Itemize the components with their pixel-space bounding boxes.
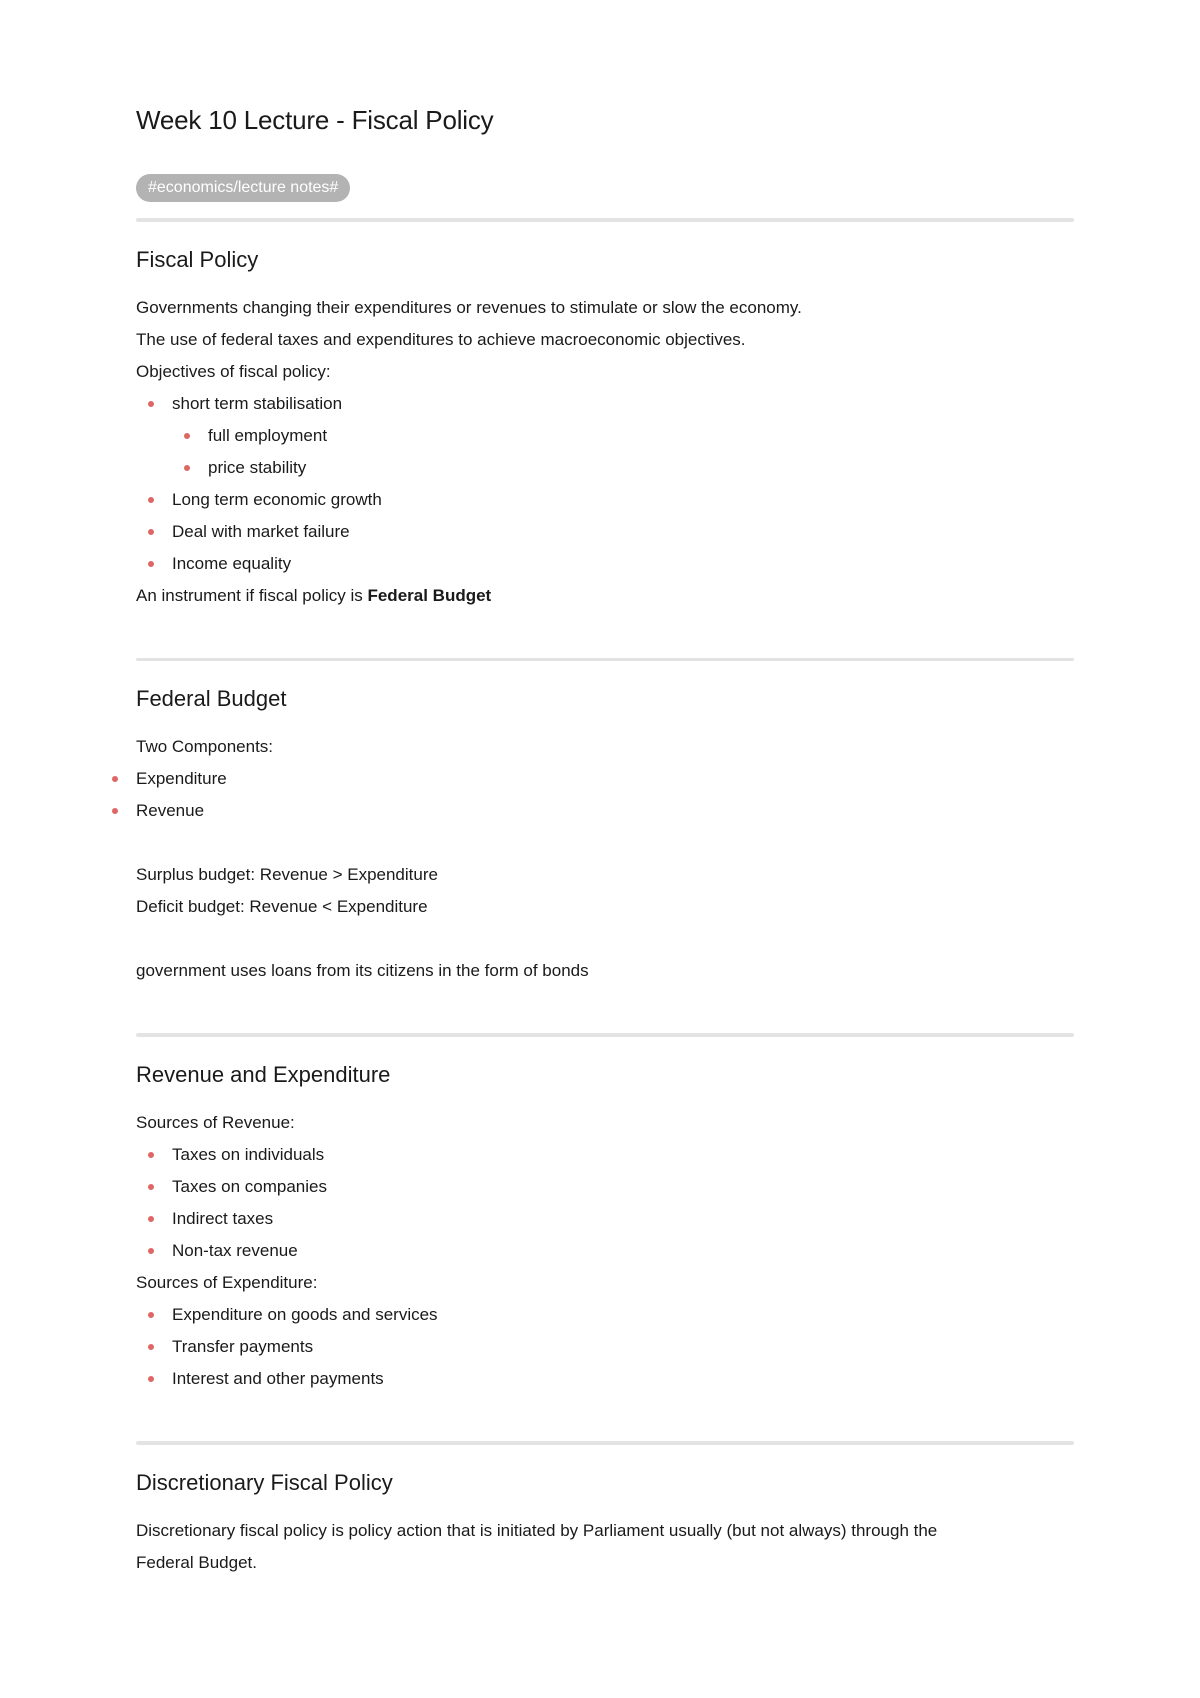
list-item-text: Revenue xyxy=(136,801,205,820)
list-item-text: short term stabilisation xyxy=(172,394,343,413)
bullet-icon xyxy=(148,497,154,503)
paragraph: Discretionary fiscal policy is policy action that is initiated by Parliament usually (but not always) through the xyxy=(136,1521,938,1540)
list-item xyxy=(136,1331,1074,1363)
paragraph: Federal Budget. xyxy=(136,1553,257,1572)
list-item-text: Deal with market failure xyxy=(172,522,350,541)
bullet-icon xyxy=(184,465,190,471)
note-content xyxy=(136,100,1074,1579)
list-item xyxy=(136,795,1074,827)
section-divider xyxy=(136,658,1074,661)
list-item xyxy=(136,452,1074,484)
list-item-text: Indirect taxes xyxy=(172,1209,274,1228)
list-item-text: Taxes on companies xyxy=(172,1177,327,1196)
instrument-line xyxy=(136,580,1074,612)
list-item-text: Long term economic growth xyxy=(172,490,382,509)
spacer xyxy=(136,923,1074,955)
list-item xyxy=(136,1171,1074,1203)
paragraph: Objectives of fiscal policy: xyxy=(136,362,331,381)
section-divider xyxy=(136,1441,1074,1445)
list-item xyxy=(136,1235,1074,1267)
expenditure-list xyxy=(136,1299,1074,1395)
list-item xyxy=(136,1363,1074,1395)
spacer xyxy=(136,827,1074,859)
page-title: Week 10 Lecture - Fiscal Policy xyxy=(136,105,494,135)
list-item-text: full employment xyxy=(208,426,328,445)
paragraph: The use of federal taxes and expenditures to achieve macroeconomic objectives. xyxy=(136,330,746,349)
paragraph: Two Components: xyxy=(136,737,274,756)
list-item xyxy=(136,1139,1074,1171)
list-item-text: Non-tax revenue xyxy=(172,1241,298,1260)
paragraph: Governments changing their expenditures or revenues to stimulate or slow the economy. xyxy=(136,298,802,317)
paragraph: Deficit budget: Revenue < Expenditure xyxy=(136,897,428,916)
list-item-text: Expenditure xyxy=(136,769,227,788)
bullet-icon xyxy=(112,776,118,782)
bullet-icon xyxy=(148,529,154,535)
bullet-icon xyxy=(148,1376,154,1382)
instrument-bold: Federal Budget xyxy=(367,586,492,605)
section-divider xyxy=(136,1033,1074,1037)
list-item xyxy=(136,548,1074,580)
list-item xyxy=(136,1299,1074,1331)
paragraph: Surplus budget: Revenue > Expenditure xyxy=(136,865,438,884)
tag-badge[interactable]: #economics/lecture notes# xyxy=(136,174,350,202)
bullet-icon xyxy=(148,1312,154,1318)
section-heading-revenue-expenditure: Revenue and Expenditure xyxy=(136,1062,391,1087)
bullet-icon xyxy=(112,808,118,814)
bullet-icon xyxy=(148,1344,154,1350)
list-item xyxy=(136,516,1074,548)
bullet-icon xyxy=(148,401,154,407)
components-list xyxy=(136,763,1074,827)
bullet-icon xyxy=(148,1184,154,1190)
instrument-prefix: An instrument if fiscal policy is xyxy=(136,586,368,605)
list-item xyxy=(136,763,1074,795)
bullet-icon xyxy=(148,1216,154,1222)
list-item xyxy=(136,420,1074,452)
list-item xyxy=(136,484,1074,516)
list-item-text: Income equality xyxy=(172,554,292,573)
bullet-icon xyxy=(148,561,154,567)
bullet-icon xyxy=(148,1152,154,1158)
revenue-list xyxy=(136,1139,1074,1267)
paragraph: government uses loans from its citizens in the form of bonds xyxy=(136,961,589,980)
paragraph: Sources of Expenditure: xyxy=(136,1273,318,1292)
list-item-text: Expenditure on goods and services xyxy=(172,1305,438,1324)
list-item-text: Taxes on individuals xyxy=(172,1145,325,1164)
section-divider xyxy=(136,218,1074,222)
list-item-text: price stability xyxy=(208,458,307,477)
paragraph: Sources of Revenue: xyxy=(136,1113,295,1132)
section-heading-discretionary: Discretionary Fiscal Policy xyxy=(136,1470,393,1495)
list-item-text: Transfer payments xyxy=(172,1337,314,1356)
objectives-list xyxy=(136,388,1074,580)
list-item-text: Interest and other payments xyxy=(172,1369,384,1388)
section-heading-fiscal-policy: Fiscal Policy xyxy=(136,247,259,272)
bullet-icon xyxy=(148,1248,154,1254)
bullet-icon xyxy=(184,433,190,439)
section-heading-federal-budget: Federal Budget xyxy=(136,686,287,711)
list-item xyxy=(136,388,1074,420)
list-item xyxy=(136,1203,1074,1235)
